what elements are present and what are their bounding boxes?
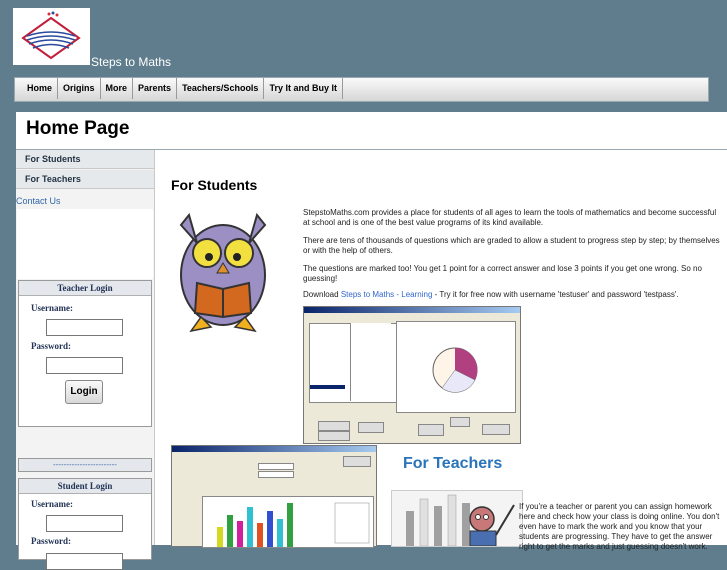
student-password-label: Password: [31, 536, 71, 546]
teacher-login-title: Teacher Login [19, 281, 151, 296]
student-password-input[interactable] [46, 553, 123, 570]
teacher-chart-illustration [391, 490, 523, 547]
students-paragraph-4 [303, 290, 723, 300]
teacher-username-input[interactable] [46, 319, 123, 336]
teacher-app-screenshot [171, 445, 377, 547]
teacher-password-input[interactable] [46, 357, 123, 374]
for-teachers-heading: For Teachers [403, 455, 503, 472]
teacher-username-label: Username: [31, 303, 73, 313]
main-content [155, 150, 727, 551]
nav-try-it-and-buy-it[interactable]: Try It and Buy It [264, 78, 343, 99]
teacher-login-box [18, 280, 152, 427]
page-title: Home Page [26, 118, 130, 139]
owl-reading-illustration [167, 205, 279, 335]
student-login-title: Student Login [19, 479, 151, 494]
download-suffix: - Try it for free now with username 'testuser' and password 'testpass'. [432, 290, 679, 299]
for-students-heading: For Students [171, 177, 258, 193]
steps-to-maths-learning-link[interactable]: Steps to Maths - Learning [340, 290, 433, 299]
student-login-box [18, 478, 152, 560]
nav-more[interactable]: More [101, 78, 134, 99]
teacher-login-button[interactable]: Login [65, 380, 103, 404]
students-paragraph-3: The questions are marked too! You get 1 point for a correct answer and lose 3 points if you get one wrong. So no guessing! [303, 264, 702, 283]
teacher-password-label: Password: [31, 341, 71, 351]
login-separator: ------------------------ [18, 458, 152, 472]
site-logo[interactable] [13, 8, 90, 65]
learning-app-screenshot [303, 306, 521, 444]
students-paragraph-2: There are tens of thousands of questions which are graded to allow a student to progress step by step; by themselves or with the help of others. [303, 236, 720, 255]
main-navigation [14, 77, 709, 102]
page-content [16, 112, 727, 551]
contact-us-link[interactable]: Contact Us [16, 196, 61, 206]
sidebar-item-for-teachers[interactable]: For Teachers [16, 170, 154, 189]
nav-parents[interactable]: Parents [133, 78, 177, 99]
nav-origins[interactable]: Origins [58, 78, 101, 99]
sidebar-spacer [17, 209, 153, 279]
students-paragraph-1: StepstoMaths.com provides a place for students of all ages to learn the tools of mathematics and become successful at school and is one of the best value programs of its kind available. [303, 208, 717, 227]
sidebar-item-for-students[interactable]: For Students [16, 150, 154, 169]
student-username-input[interactable] [46, 515, 123, 532]
download-prefix: Download [303, 290, 341, 299]
nav-teachers-schools[interactable]: Teachers/Schools [177, 78, 264, 99]
site-title: Steps to Maths [91, 55, 172, 69]
teachers-paragraph-1: If you're a teacher or parent you can assign homework here and check how your class is doing online. You don't even have to mark the work and you know that your students are progressing. They have to get the answer right to get the marks and just guessing doesn't work. [519, 502, 720, 551]
sidebar [16, 150, 155, 545]
nav-home[interactable]: Home [15, 78, 58, 99]
student-username-label: Username: [31, 499, 73, 509]
